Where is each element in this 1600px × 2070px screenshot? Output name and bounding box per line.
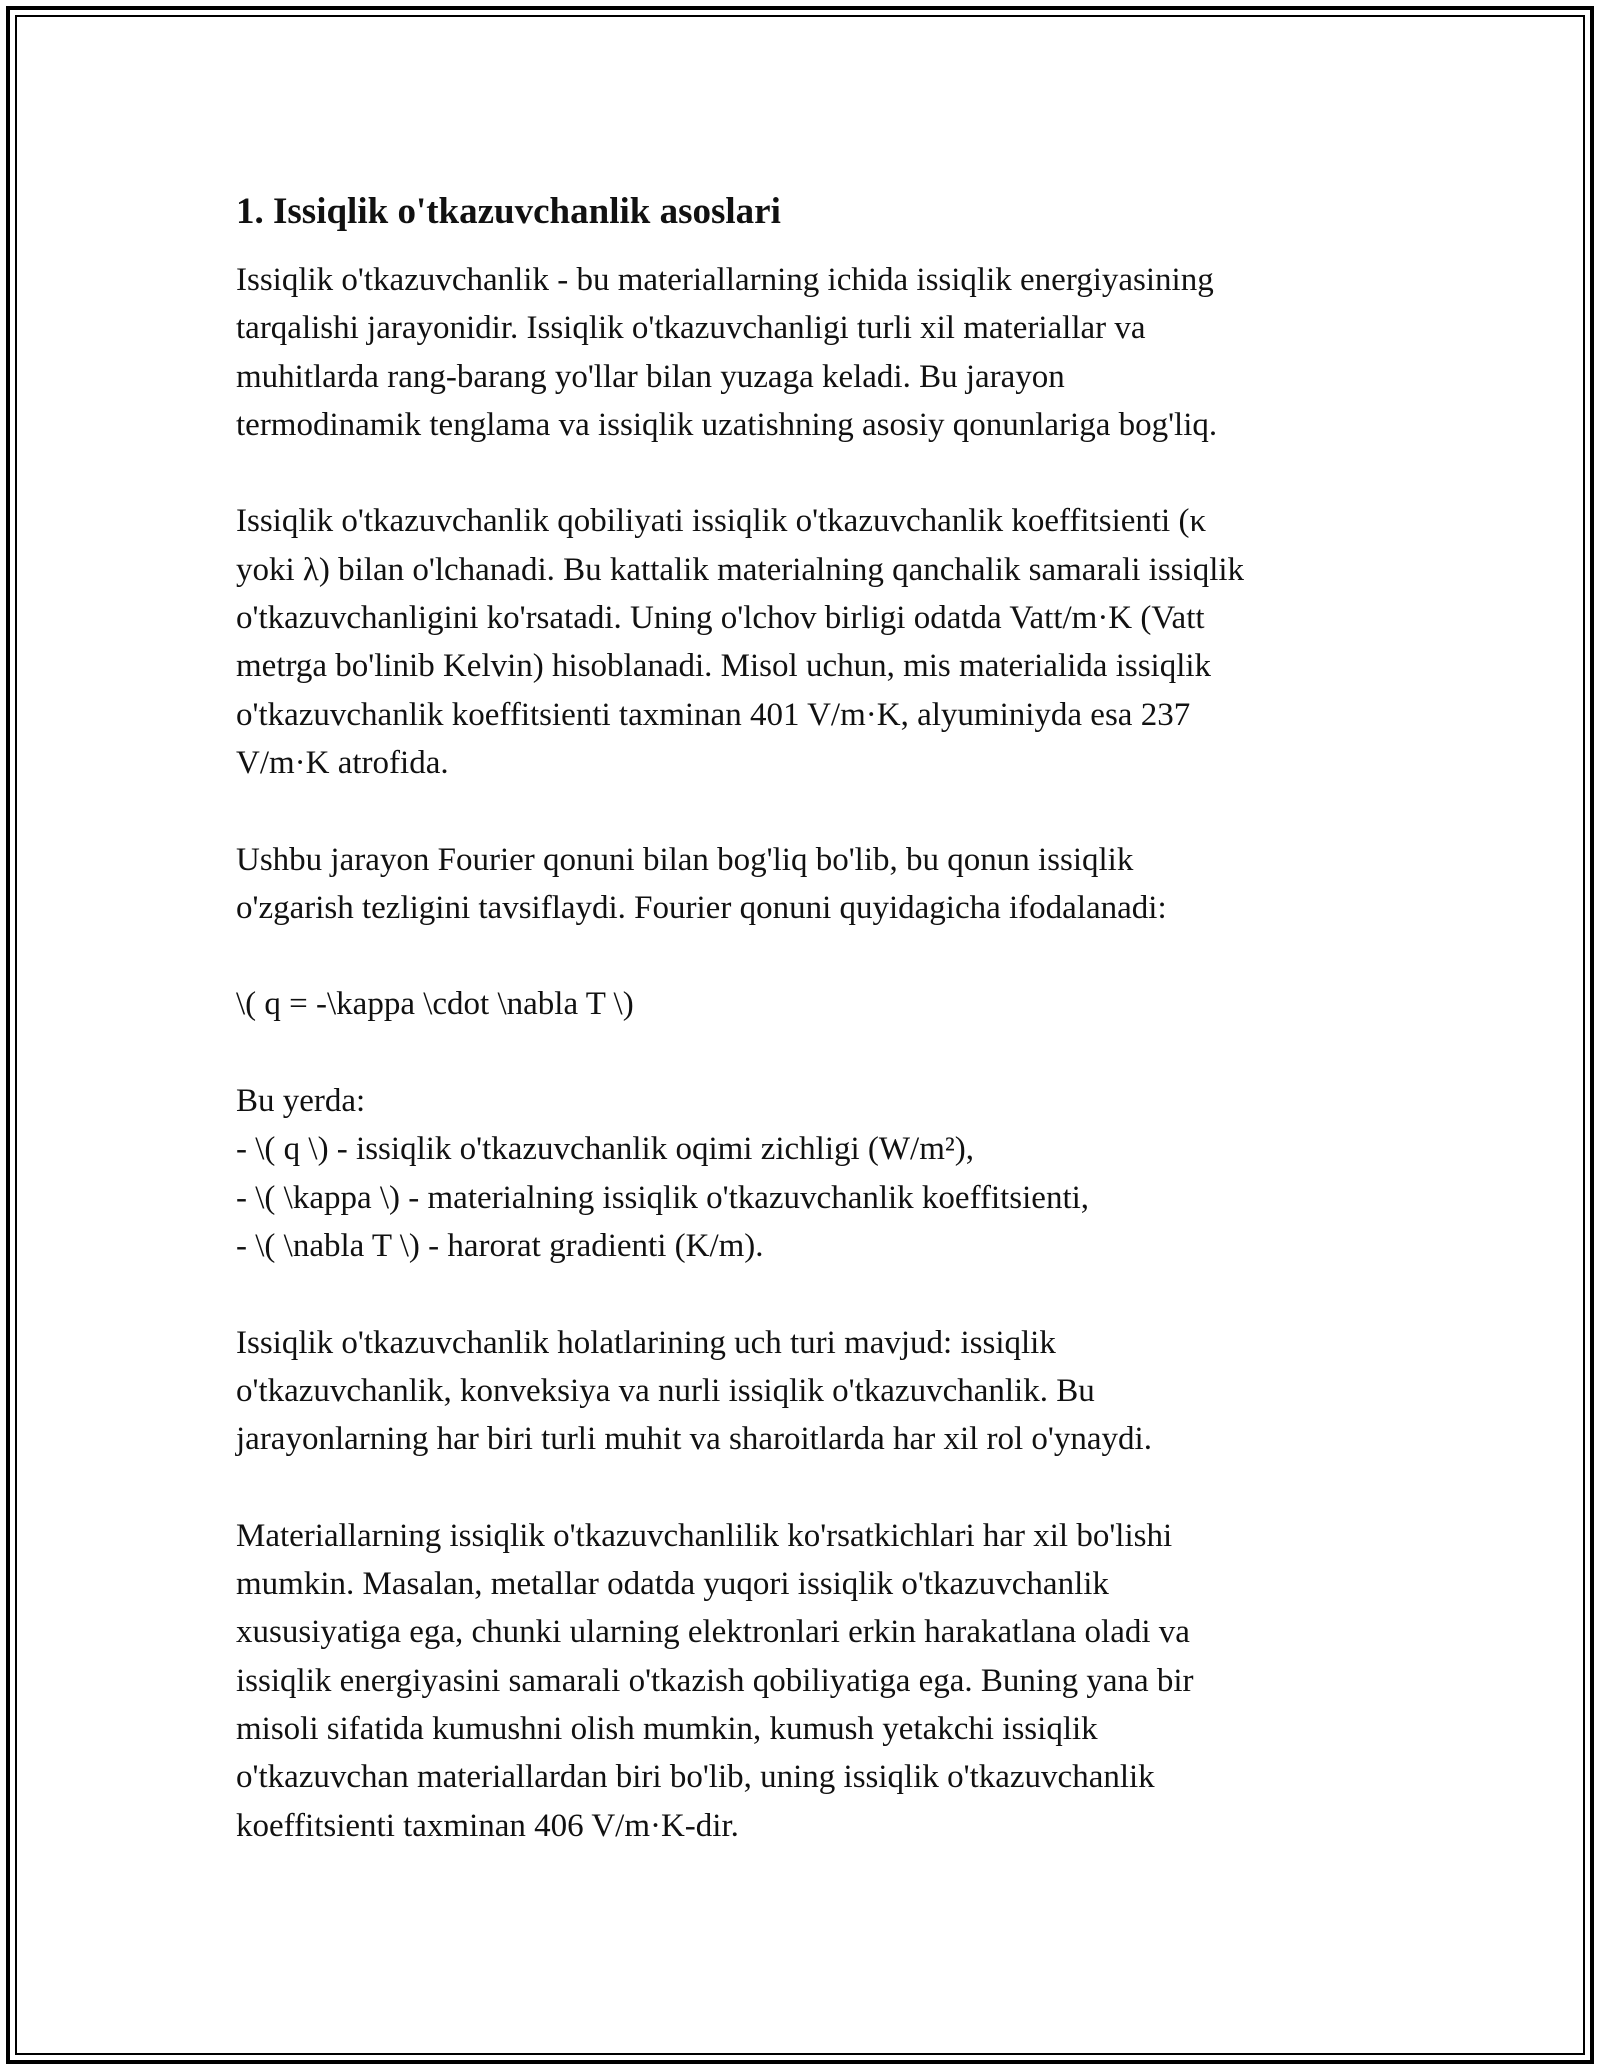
- paragraph-coefficient: Issiqlik o'tkazuvchanlik qobiliyati issiqlik o'tkazuvchanlik koeffitsienti (κ yoki λ) bilan o'lchanadi. Bu kattalik materialning qanchalik samarali issiqlik o'tkazuvchanligini ko'rsatadi. Uning o'lchov birligi odatda Vatt/m·K (Vatt metrga bo'linib Kelvin) hisoblanadi. Misol uchun, mis materialida issiqlik o'tkazuvchanlik koeffitsienti taxminan 401 V/m·K, alyuminiyda esa 237 V/m·K atrofida.: [236, 503, 1245, 781]
- section-heading: 1. Issiqlik o'tkazuvchanlik asoslari: [236, 191, 781, 232]
- document-body: [236, 188, 1366, 1850]
- paragraph-fourier-intro: Ushbu jarayon Fourier qonuni bilan bog'liq bo'lib, bu qonun issiqlik o'zgarish tezligini tavsiflaydi. Fourier qonuni quyidagicha ifodalanadi:: [236, 841, 1167, 926]
- formula-fourier-law: \( q = -\kappa \cdot \nabla T \): [236, 986, 634, 1023]
- paragraph-heat-transfer-types: Issiqlik o'tkazuvchanlik holatlarining uch turi mavjud: issiqlik o'tkazuvchanlik, konveksiya va nurli issiqlik o'tkazuvchanlik. Bu jarayonlarning har biri turli muhit va sharoitlarda har xil rol o'ynaydi.: [236, 1324, 1152, 1458]
- paragraph-materials: Materiallarning issiqlik o'tkazuvchanlilik ko'rsatkichlari har xil bo'lishi mumkin. Masalan, metallar odatda yuqori issiqlik o'tkazuvchanlik xususiyatiga ega, chunki ularning elektronlari erkin harakatlana oladi va issiqlik energiyasini samarali o'tkazish qobiliyatiga ega. Buning yana bir misoli sifatida kumushni olish mumkin, kumush yetakchi issiqlik o'tkazuvchan materiallardan biri bo'lib, uning issiqlik o'tkazuvchanlik koeffitsienti taxminan 406 V/m·K-dir.: [236, 1517, 1194, 1844]
- paragraph-definition: Issiqlik o'tkazuvchanlik - bu materiallarning ichida issiqlik energiyasining tarqalishi jarayonidir. Issiqlik o'tkazuvchanligi turli xil materiallar va muhitlarda rang-barang yo'llar bilan yuzaga keladi. Bu jarayon termodinamik tenglama va issiqlik uzatishning asosiy qonunlariga bog'liq.: [236, 262, 1218, 443]
- paragraph-variables-list: Bu yerda: - \( q \) - issiqlik o'tkazuvchanlik oqimi zichligi (W/m²), - \( \kappa \) - materialning issiqlik o'tkazuvchanlik koeffitsienti, - \( \nabla T \) - harorat gradienti (K/m).: [236, 1083, 1090, 1264]
